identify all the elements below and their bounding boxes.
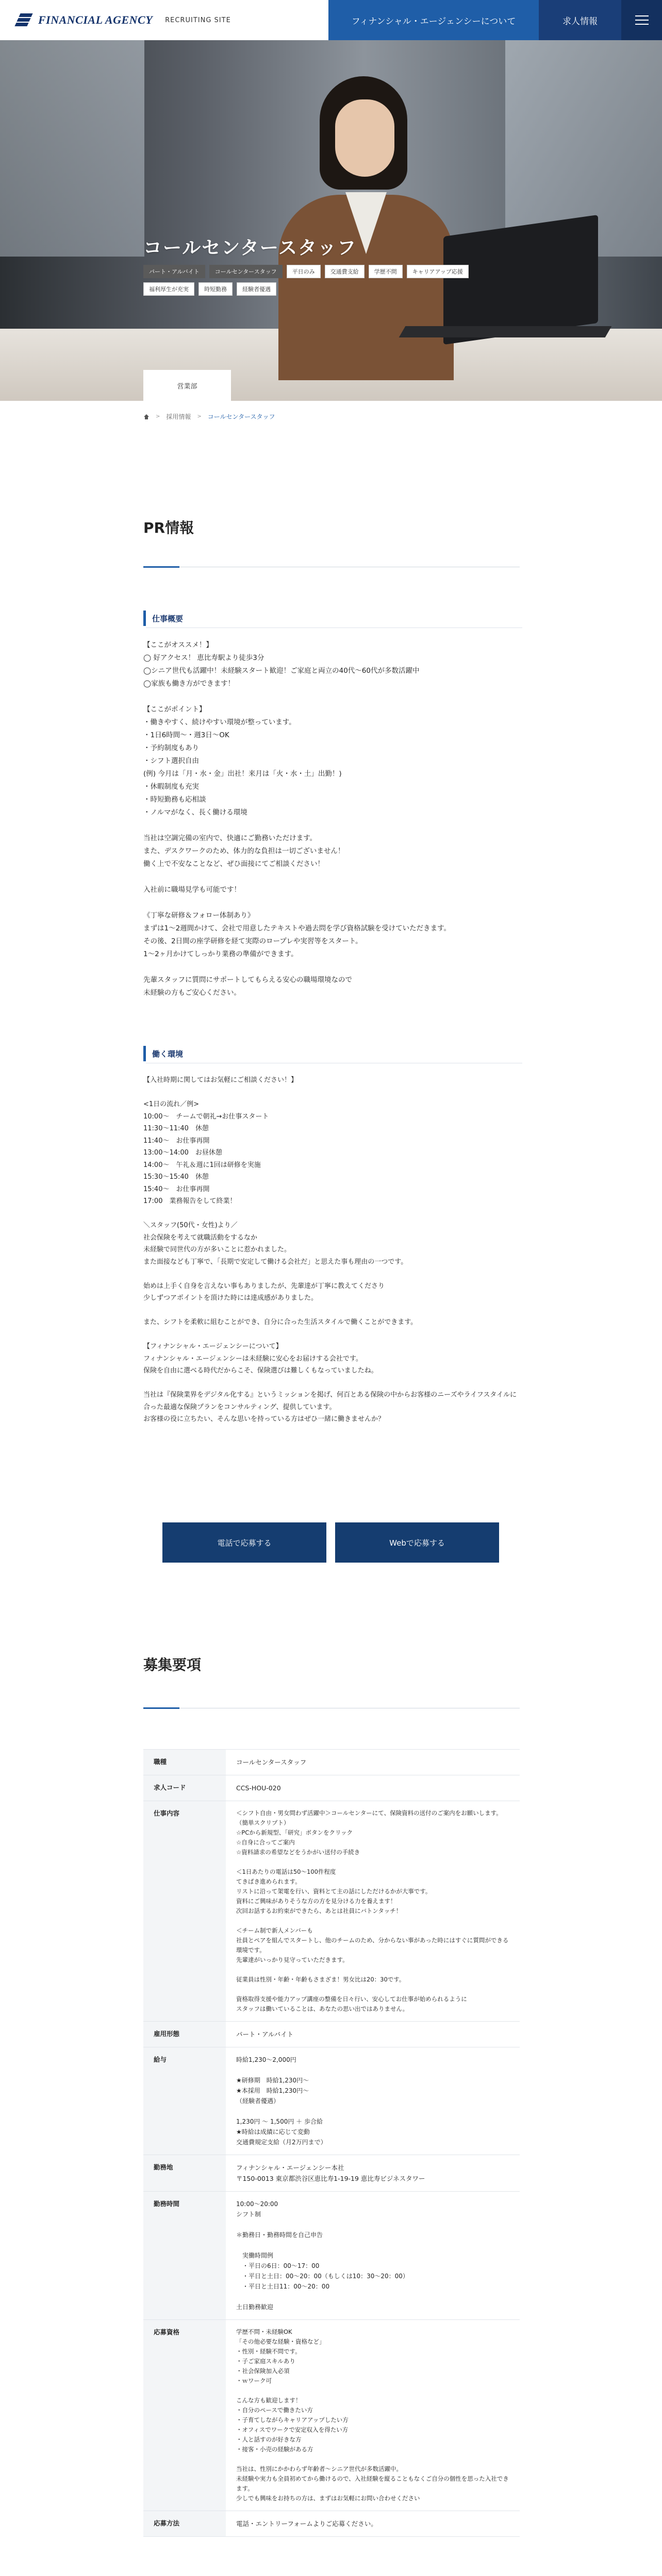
table-row-value: パート・アルバイト: [236, 2030, 294, 2038]
hero-photo-person: [258, 76, 474, 365]
table-row: [143, 2155, 520, 2192]
job-tag: コールセンタースタッフ: [209, 265, 283, 278]
work-environment-text: 【入社時期に関してはお気軽にご相談ください！】 <1日の流れ／例> 10:00〜 チームで朝礼→お仕事スタート 11:30〜11:40 休憩 11:40〜 お仕事再開 13:00〜14:00 お昼休憩 14:00〜 午礼＆週に1回は研修を実施 15:30〜15:40 休憩 15:40〜 お仕事再開 17:00 業務報告をして終業！ ＼スタッフ(50代・女性)より／ 社会保険を考えて就職活動をするなか 未経験で同世代の方が多いことに惹かれました。 また面接なども丁寧で、「長期で安定して働ける会社だ」と思えた事も理由の一つです。 始めは上手く自身を言えない事もありましたが、先輩達が丁寧に教えてくださり 少しずつアポイントを頂けた時には達成感がありました。 また、シフトを柔軟に組むことができ、自分に合った生活スタイルで働くことができます。 【フィナンシャル・エージェンシーについて】 フィナンシャル・エージェンシーは未経験に安心をお届けする会社です。 保険を自由に選べる時代だからこそ、保険選びは難しくもなっていましたね。 当社は『保険業界をデジタル化する』というミッションを掲げ、何百とある保険の中からお客様のニーズやライフスタイルに合った最適な保険プランをコンサルティング、提供しています。 お客様の役に立ちたい、そんな思いを持っている方はぜひ一緒に働きませんか？: [143, 1076, 517, 1423]
table-row-label: 応募資格: [143, 2320, 226, 2511]
requirements-table: [143, 1749, 520, 2537]
breadcrumb-current: コールセンタースタッフ: [207, 413, 275, 420]
table-row-value: 10:00〜20:00 シフト制 ＊勤務日・勤務時間を自己申告 実働時間例 ・平日の6日：00〜17：00 ・平日と土日：00〜20：00（もしくは10：30〜20：00） ・平日と土日11：00〜20：00 土日勤務歓迎: [236, 2200, 409, 2311]
breadcrumb-item[interactable]: 採用情報: [166, 413, 191, 420]
menu-button[interactable]: [621, 0, 662, 40]
job-tag: 福利厚生が充実: [143, 282, 194, 296]
table-row-value: コールセンタースタッフ: [236, 1758, 307, 1766]
job-tag-list: [143, 265, 484, 296]
table-row-value: フィナンシャル・エージェンシー本社 〒150-0013 東京都渋谷区恵比寿1-19-19 恵比寿ビジネスタワー: [236, 2164, 425, 2182]
table-row-value: CCS-HOU-020: [236, 1784, 281, 1792]
table-row-label: 雇用形態: [143, 2022, 226, 2047]
breadcrumb: [143, 412, 275, 421]
table-row-label: 勤務地: [143, 2155, 226, 2191]
logo-mark-icon: [15, 12, 33, 28]
job-tag: 交通費支給: [325, 265, 365, 278]
table-row-label: 求人コード: [143, 1775, 226, 1801]
site-header: [0, 0, 662, 40]
job-tag: キャリアアップ応援: [407, 265, 469, 278]
apply-by-phone-button[interactable]: 電話で応募する: [162, 1522, 326, 1563]
home-icon[interactable]: [143, 414, 150, 419]
table-row: [143, 2320, 520, 2511]
hamburger-menu-icon: [635, 15, 649, 25]
requirements-section-title: 募集要項: [143, 1656, 202, 1673]
table-row: [143, 2511, 520, 2537]
table-row: [143, 2047, 520, 2155]
table-row: [143, 1750, 520, 1775]
table-row: [143, 2022, 520, 2047]
hero-photo-laptop-base: [399, 326, 612, 337]
table-row-label: 応募方法: [143, 2511, 226, 2536]
nav-job-listings[interactable]: 求人情報: [539, 0, 621, 40]
table-row-label: 給与: [143, 2047, 226, 2155]
department-tab[interactable]: 営業部: [143, 370, 231, 401]
table-row-label: 職種: [143, 1750, 226, 1775]
job-title: コールセンタースタッフ: [143, 238, 357, 259]
job-tag: 平日のみ: [287, 265, 321, 278]
job-tag: 時短勤務: [198, 282, 233, 296]
table-row: [143, 2192, 520, 2320]
pr-section-title: PR情報: [143, 519, 194, 536]
table-row-label: 仕事内容: [143, 1801, 226, 2021]
job-tag: 学歴不問: [369, 265, 403, 278]
table-row-value: 時給1,230〜2,000円 ★研修期 時給1,230円〜 ★本採用 時給1,230円〜 （経験者優遇） 1,230円 〜 1,500円 ＋ 歩合給 ★時給は成績に応じて変動 交通費規定支給（月2万円まで）: [236, 2056, 327, 2146]
table-row-value: 電話・エントリーフォームよりご応募ください。: [236, 2520, 377, 2528]
breadcrumb-separator: >: [156, 414, 160, 419]
background-window: [0, 40, 144, 257]
breadcrumb-separator: >: [197, 414, 202, 419]
table-row: [143, 1775, 520, 1801]
job-tag: 経験者優遇: [237, 282, 276, 296]
table-row-value: 学歴不問・未経験OK 「その他必要な経験・資格など」 ・性別・経験不問です。 ・子ご家庭スキルあり ・社会保険加入必須 ・ｗワーク可 こんな方も歓迎します！ ・自分のペースで働きたい方 ・子育てしながらキャリアアップしたい方 ・オフィスでワークで安定収入を得たい方 ・人と話すのが好きな方 ・接客・小売の経験がある方 当社は、性別にかかわらず年齢者〜シニア世代が多数活躍中。 未経験や実力も全員初めてから働けるので、入社経験を縦ることもなくご自分の個性を思った入社できます。 少しでも興味をお持ちの方は、まずはお気軽にお問い合わせください: [236, 2328, 509, 2502]
table-row: [143, 1801, 520, 2022]
logo-subtitle: RECRUITING SITE: [165, 16, 231, 24]
table-row-label: 勤務時間: [143, 2192, 226, 2319]
work-environment-heading: 働く環境: [143, 1046, 520, 1061]
job-overview-heading: 仕事概要: [143, 611, 520, 626]
logo-text: FINANCIAL AGENCY: [38, 13, 153, 26]
site-logo[interactable]: [15, 12, 231, 28]
table-row-value: ＜シフト自由・男女問わず活躍中＞コールセンターにて、保険資料の送付のご案内をお願いします。 （簡単スクリプト） ☆PCから新規型、「研究」ボタンをクリック ☆自身に合ってご案内 ☆資料請求の希望などをうかがい送付の手続き ＜1日あたりの電話は50〜100件程度 てきぱき進められます。 リストに沿って架電を行い、資料とて主の話にしただけるかが大事です。 資料にご興味がありそうな方の方を見分ける力を養えます！ 次回お話するお約束ができたら、あとは社員にバトンタッチ！ ＜チーム制で新人メンバーも 社員とペアを組んでスタートし、他のチームのため、分からない事があった時にはすぐに質問ができる環境です。 先輩達がいっかり見守っていただきます。 従業員は性別・年齢・年齢もさまざま！男女比は20：30です。 資格取得支援や能力アップ講座の整備を日々行い、安心してお仕事が始められるように スタッフは働いていることは、あなたの思い出ではありません。: [236, 1809, 509, 2012]
apply-by-web-button[interactable]: Webで応募する: [335, 1522, 499, 1563]
hero-banner: [0, 40, 662, 401]
job-overview-text: 【ここがオススメ！】 ◯ 好アクセス！ 恵比寿駅より徒歩3分 ◯シニア世代も活躍中！未経験スタート歓迎！ご家庭と両立の40代〜60代が多数活躍中 ◯家族も働き方ができます！ 【ここがポイント】 ・働きやすく、続けやすい環境が整っています。 ・1日6時間〜・週3日〜OK ・予約制度もあり ・シフト選択自由 (例) 今月は「月・水・金」出社！来月は「火・水・土」出勤！) ・休暇制度も充実 ・時短勤務も応相談 ・ノルマがなく、長く働ける環境 当社は空調完備の室内で、快適にご勤務いただけます。 また、デスクワークのため、体力的な負担は一切ございません！ 働く上で不安なことなど、ぜひ面接にてご相談ください！ 入社前に職場見学も可能です！ 《丁寧な研修＆フォロー体制あり》 まずは1〜2週間かけて、会社で用意したテキストや過去問を学び資格試験を受けていただきます。 その後、2日間の座学研修を経て実際のロープレや実習等をスタート。 1〜2ヶ月かけてしっかり業務の準備ができます。 先輩スタッフに質問にサポートしてもらえる安心の職場環境なので 未経験の方もご安心ください。: [143, 641, 451, 997]
nav-about-company[interactable]: フィナンシャル・エージェンシーについて: [328, 0, 539, 40]
job-tag: パート・アルバイト: [143, 265, 205, 278]
